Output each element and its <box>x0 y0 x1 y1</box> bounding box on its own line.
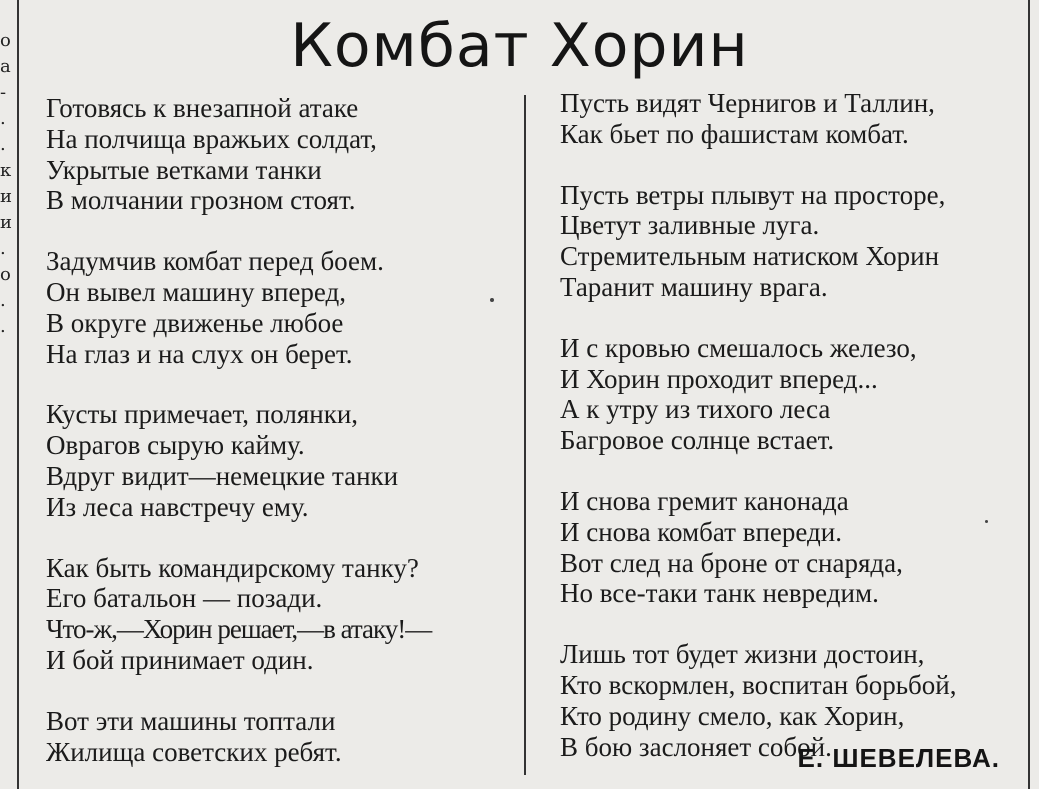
margin-fragment: . <box>0 290 6 311</box>
stanza <box>560 486 1025 609</box>
print-speck <box>985 520 988 523</box>
stanza <box>560 180 1025 303</box>
margin-fragment: . <box>0 238 6 259</box>
poem-line: Лишь тот будет жизни достоин, <box>560 639 925 670</box>
margin-fragment: и <box>0 186 12 207</box>
poem-line: Он вывел машину вперед, <box>46 276 347 307</box>
poem-line: Оврагов сырую кайму. <box>46 430 305 461</box>
poem-line: Жилища советских ребят. <box>46 736 342 767</box>
stanza <box>46 93 516 216</box>
poem-line: Как быть командирскому танку? <box>46 552 419 583</box>
poem-line: Из леса навстречу ему. <box>46 491 309 522</box>
poem-line: Но все-таки танк невредим. <box>560 578 879 609</box>
poem-title: Комбат Хорин <box>290 11 749 81</box>
poem-line: И снова гремит канонада <box>560 485 849 516</box>
poem-line: Багровое солнце встает. <box>560 425 835 456</box>
right-column-rule <box>1028 0 1030 789</box>
poem-line: На глаз и на слух он берет. <box>46 338 353 369</box>
stanza <box>46 399 516 522</box>
poem-line: Как бьет по фашистам комбат. <box>560 118 909 149</box>
margin-fragment: к <box>0 160 12 181</box>
poem-line: Задумчив комбат перед боем. <box>46 246 384 277</box>
poem-left-column <box>46 93 516 767</box>
poem-line: Готовясь к внезапной атаке <box>46 93 359 123</box>
poem-line: В округе движенье любое <box>46 307 344 338</box>
poem-line: Кто родину смело, как Хорин, <box>560 700 905 731</box>
margin-fragment: и <box>0 212 12 233</box>
poem-line: А к утру из тихого леса <box>560 394 831 425</box>
poem-right-column <box>560 88 1025 762</box>
poem-line: Вдруг видит—немецкие танки <box>46 460 399 491</box>
margin-fragment: о <box>0 30 11 51</box>
poem-line: Кусты примечает, полянки, <box>46 399 359 430</box>
poem-line: Вот эти машины топтали <box>46 705 336 736</box>
stanza <box>560 88 1025 150</box>
poem-line: Кто вскормлен, воспитан борьбой, <box>560 669 957 700</box>
left-column-rule <box>17 0 19 789</box>
poem-line: Цветут заливные луга. <box>560 210 820 241</box>
margin-fragment: . <box>0 108 6 129</box>
margin-fragment: . <box>0 316 6 337</box>
poem-line: Пусть ветры плывут на просторе, <box>560 179 946 210</box>
margin-fragment: . <box>0 134 6 155</box>
poem-line: Стремительным натиском Хорин <box>560 241 940 272</box>
poem-line: В молчании грозном стоят. <box>46 185 356 216</box>
poem-line: На полчища вражьих солдат, <box>46 123 377 154</box>
stanza <box>46 553 516 676</box>
poem-line: Укрытые ветками танки <box>46 154 322 185</box>
poem-line: И с кровью смешалось железо, <box>560 332 917 363</box>
center-column-rule <box>524 95 526 775</box>
poem-line: И бой принимает один. <box>46 644 314 675</box>
poem-line: Вот след на броне от снаряда, <box>560 547 903 578</box>
margin-fragment: о <box>0 264 11 285</box>
poem-line: Пусть видят Чернигов и Таллин, <box>560 88 935 118</box>
stanza <box>46 706 516 768</box>
margin-fragment: а <box>0 56 11 77</box>
stanza <box>560 333 1025 456</box>
poem-line: Его батальон — позади. <box>46 583 323 614</box>
author-signature: Е. ШЕВЕЛЕВА. <box>797 743 1000 773</box>
poem-line: Что-ж,—Хорин решает,—в атаку!— <box>46 614 432 645</box>
print-speck <box>490 298 494 302</box>
stanza <box>46 246 516 369</box>
poem-line: И снова комбат впереди. <box>560 516 842 547</box>
poem-line: В бою заслоняет собой. <box>560 731 832 762</box>
margin-fragment: - <box>0 82 7 103</box>
poem-line: Таранит машину врага. <box>560 271 828 302</box>
poem-line: И Хорин проходит вперед... <box>560 363 878 394</box>
